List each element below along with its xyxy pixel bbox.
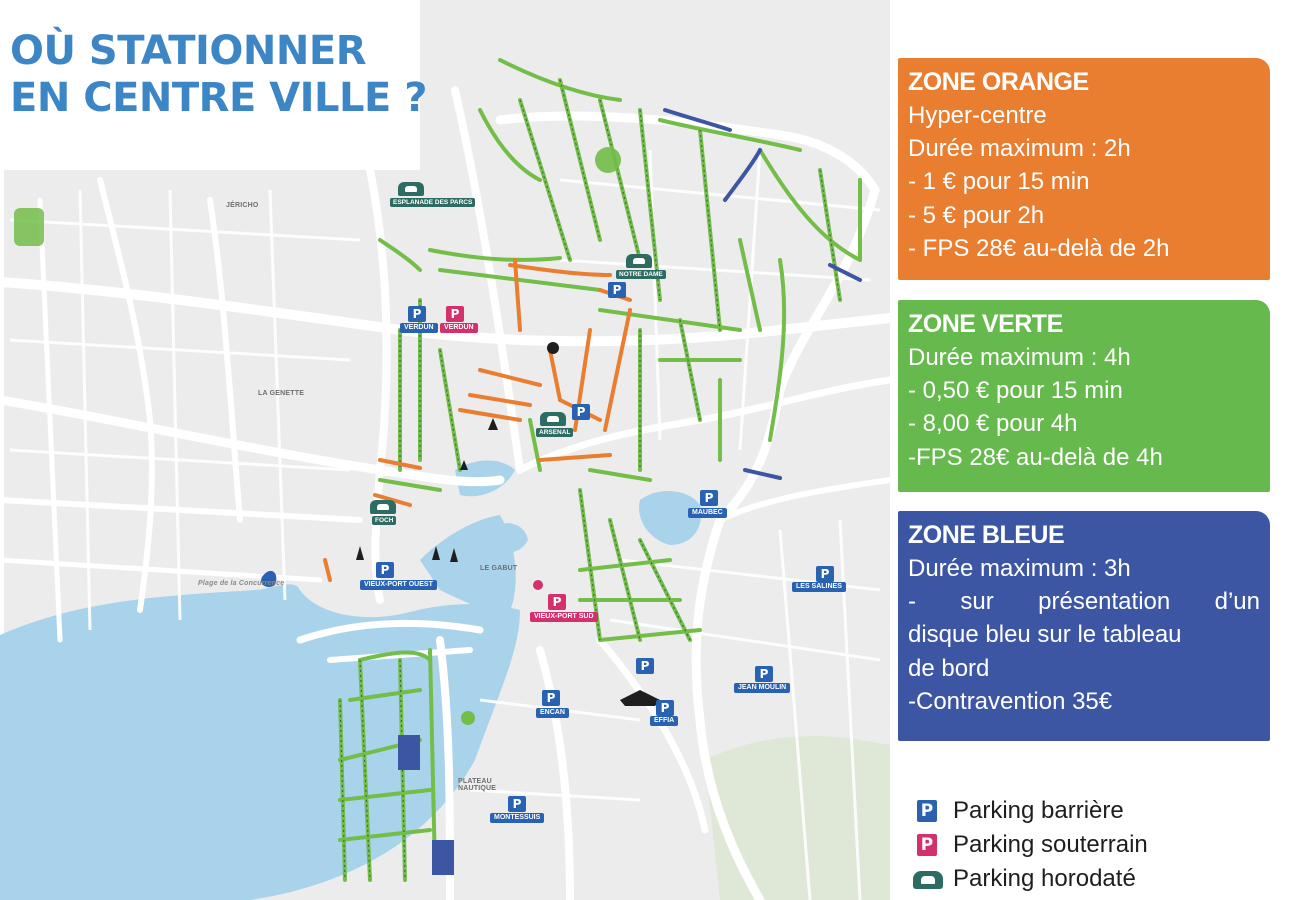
- blue-zone-lot-south: [432, 840, 454, 875]
- zone-blue-title: ZONE BLEUE: [908, 521, 1065, 549]
- map-label-la-genette: LA GENETTE: [258, 390, 305, 397]
- horodate-icon-notre-dame[interactable]: [626, 254, 652, 268]
- parking-barriere-pin-effia-north[interactable]: P: [636, 658, 654, 674]
- blue-zone-lot-north: [398, 735, 420, 770]
- parking-label-jean-moulin[interactable]: JEAN MOULIN: [734, 683, 790, 693]
- zone-blue-line: - sur présentation d’un: [908, 587, 1260, 615]
- horodate-label-notre-dame[interactable]: NOTRE DAME: [616, 270, 666, 279]
- horodate-label-foch[interactable]: FOCH: [372, 516, 396, 525]
- roundabout-green: [461, 711, 475, 725]
- legend-label: Parking barrière: [953, 797, 1124, 824]
- title-line-2: EN CENTRE VILLE ?: [10, 75, 427, 122]
- zone-orange-line: - FPS 28€ au-delà de 2h: [908, 234, 1170, 262]
- zone-green-line: - 8,00 € pour 4h: [908, 410, 1078, 438]
- horodate-icon-foch[interactable]: [370, 500, 396, 514]
- legend-item-horodate: [903, 862, 1283, 892]
- parking-barriere-pin-vieux-port-ouest[interactable]: P: [376, 562, 394, 578]
- parking-barriere-pin-verdun[interactable]: P: [408, 306, 426, 322]
- parking-souterrain-icon: P: [917, 834, 937, 856]
- zone-blue-line: de bord: [908, 654, 990, 682]
- horodate-label-esplanade[interactable]: ESPLANADE DES PARCS: [390, 198, 475, 207]
- parking-label-effia[interactable]: EFFIA: [650, 716, 678, 726]
- horodate-icon-arsenal[interactable]: [540, 412, 566, 426]
- parking-souterrain-label-vieux-port-sud[interactable]: VIEUX-PORT SUD: [530, 612, 598, 622]
- parking-barriere-pin-jean-moulin[interactable]: P: [755, 666, 773, 682]
- zone-orange-line: - 1 € pour 15 min: [908, 168, 1090, 196]
- zone-blue-line: disque bleu sur le tableau: [908, 621, 1182, 649]
- parking-barriere-pin-notre-dame[interactable]: P: [608, 282, 626, 298]
- zone-green-line: -FPS 28€ au-delà de 4h: [908, 443, 1163, 471]
- zone-orange-line: - 5 € pour 2h: [908, 201, 1045, 229]
- parking-barriere-pin-arsenal[interactable]: P: [572, 404, 590, 420]
- zone-green-line: - 0,50 € pour 15 min: [908, 376, 1123, 404]
- parking-barriere-pin-montessuis[interactable]: P: [508, 796, 526, 812]
- parking-souterrain-pin-vieux-port-sud[interactable]: P: [548, 594, 566, 610]
- map-label-jericho: JÉRICHO: [226, 202, 259, 209]
- parking-label-les-salines[interactable]: LES SALINES: [792, 582, 846, 592]
- title-line-1: OÙ STATIONNER: [10, 28, 366, 74]
- parking-label-encan[interactable]: ENCAN: [536, 708, 569, 718]
- parking-label-verdun[interactable]: VERDUN: [400, 323, 438, 333]
- parking-barriere-pin-encan[interactable]: P: [542, 690, 560, 706]
- legend-label: Parking horodaté: [953, 865, 1136, 892]
- legend-label: Parking souterrain: [953, 831, 1148, 858]
- zone-green-title: ZONE VERTE: [908, 310, 1063, 338]
- aquarium-icon: [533, 580, 543, 590]
- map-legend: [903, 790, 1283, 900]
- parking-souterrain-pin-verdun[interactable]: P: [446, 306, 464, 322]
- parking-barriere-pin-maubec[interactable]: P: [700, 490, 718, 506]
- parking-barriere-icon: P: [917, 800, 937, 822]
- parking-souterrain-label-verdun[interactable]: VERDUN: [440, 323, 478, 333]
- zone-orange-panel: [898, 58, 1270, 280]
- legend-item-barriere: [903, 794, 1283, 824]
- zone-orange-line: Durée maximum : 2h: [908, 134, 1131, 162]
- map-label-le-gabut: LE GABUT: [480, 565, 518, 572]
- zone-orange-line: Hyper-centre: [908, 101, 1047, 129]
- legend-item-souterrain: [903, 828, 1283, 858]
- church-icon-1: [547, 342, 559, 354]
- zone-blue-line: -Contravention 35€: [908, 687, 1113, 715]
- map-label-plateau-nautique: PLATEAU NAUTIQUE: [458, 778, 497, 793]
- zone-blue-panel: [898, 511, 1270, 741]
- zone-blue-line: Durée maximum : 3h: [908, 554, 1131, 582]
- zone-green-line: Durée maximum : 4h: [908, 343, 1131, 371]
- parking-label-vieux-port-ouest[interactable]: VIEUX-PORT OUEST: [360, 580, 437, 590]
- stadium-icon: [595, 147, 621, 173]
- car-icon: [913, 871, 943, 889]
- horodate-icon-esplanade[interactable]: [398, 182, 424, 196]
- sports-field-icon: [14, 208, 44, 246]
- parking-label-montessuis[interactable]: MONTESSUIS: [490, 813, 544, 823]
- horodate-label-arsenal[interactable]: ARSENAL: [536, 428, 573, 437]
- zone-green-panel: [898, 300, 1270, 492]
- map-label-plage: Plage de la Concurrence: [198, 580, 285, 587]
- parking-label-maubec[interactable]: MAUBEC: [688, 508, 727, 518]
- parking-barriere-pin-effia-south[interactable]: P: [656, 700, 674, 716]
- page-title: [10, 28, 430, 122]
- parking-barriere-pin-les-salines[interactable]: P: [816, 566, 834, 582]
- zone-orange-title: ZONE ORANGE: [908, 68, 1089, 96]
